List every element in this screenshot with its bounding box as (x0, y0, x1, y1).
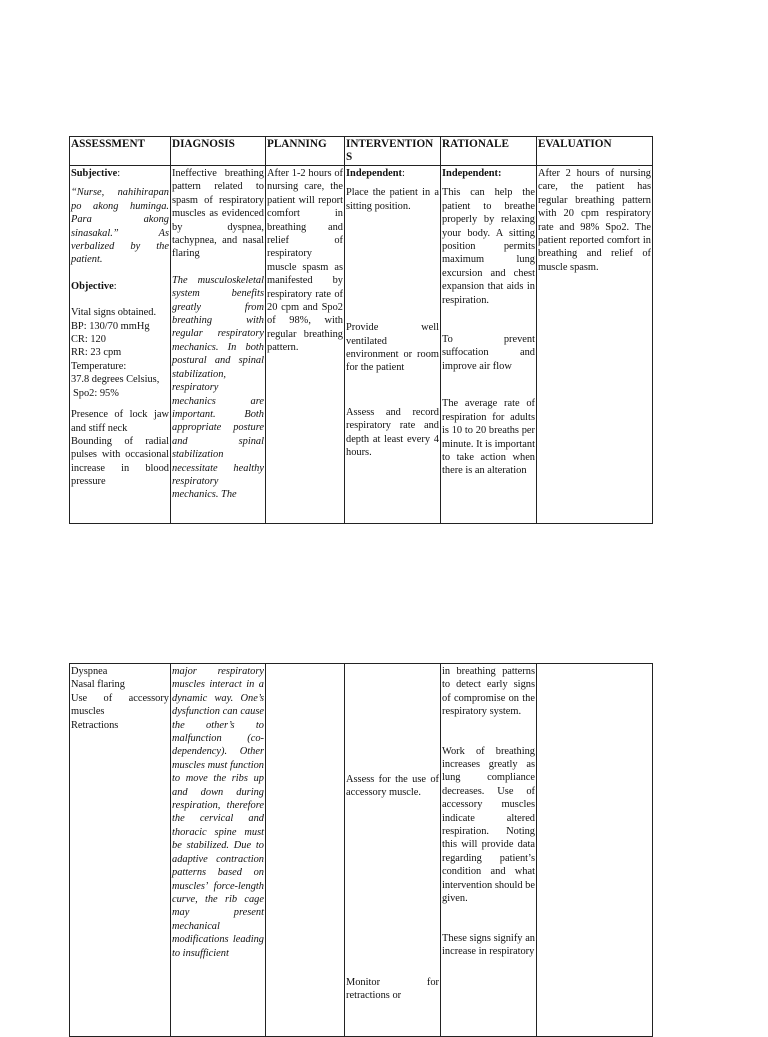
finding-lockjaw: Presence of lock jaw and stiff neck (71, 409, 169, 434)
vital-temperature-label: Temperature: (71, 360, 127, 372)
header-planning: PLANNING (266, 137, 345, 166)
table-row (70, 166, 653, 524)
rationale-heading: Independent: (442, 168, 502, 179)
intervention-item: Place the patient in a sitting position. (346, 187, 439, 212)
vital-spo2: Spo2: 95% (73, 387, 119, 399)
header-assessment: ASSESSMENT (70, 137, 171, 166)
assessment-finding: Retractions (71, 719, 119, 731)
care-plan-table-page1 (69, 136, 653, 524)
header-rationale: RATIONALE (441, 137, 537, 166)
diagnosis-rationale-continued: major respiratory muscles interact in a dynamic way. One’s dysfunction can cause the other’s to malfunction (co-dependency). Other muscles must function to move the ribs up and down during respiration, therefore the cervical and thoracic spine must be stabilized. Due to adaptive contraction patterns based on muscles’ force-length curve, the rib cage may present mechanical modifications leading to insufficient (172, 666, 264, 959)
diagnosis-cell (171, 166, 266, 524)
finding-pulses: Bounding of radial pulses with occasional increase in blood pressure (71, 435, 169, 488)
rationale-cell (441, 664, 537, 1037)
assessment-cell (70, 166, 171, 524)
header-interventions: INTERVENTIONS (345, 137, 441, 166)
vital-temperature-value: 37.8 degrees Celsius, (71, 374, 160, 386)
care-plan-table-page2 (69, 663, 653, 1037)
rationale-item: To prevent suffocation and improve air flow (442, 334, 535, 372)
intervention-item: Assess for the use of accessory muscle. (346, 774, 439, 799)
assessment-finding: Dyspnea (71, 666, 108, 677)
evaluation-text: After 2 hours of nursing care, the patient has regular breathing pattern with 20 cpm respiratory rate and 98% Spo2. The patient reported comfort in breathing and relief of muscle spasm. (538, 168, 651, 273)
rationale-item: This can help the patient to breathe properly by relaxing your body. A sitting position permits maximum lung excursion and chest expansion that aids in respiration. (442, 187, 535, 306)
rationale-item: in breathing patterns to detect early signs of compromise on the respiratory system. (442, 666, 535, 718)
patient-quote: “Nurse, nahihirapan po akong huminga. Para akong sinasakal.” As verbalized by the patient. (71, 187, 169, 266)
rationale-cell (441, 166, 537, 524)
planning-cell (266, 664, 345, 1037)
rationale-item: Work of breathing increases greatly as lung compliance decreases. Use of accessory muscles indicate altered respiration. Noting this will provide data regarding patient’s condition and what intervention should be given. (442, 745, 535, 905)
planning-goal: After 1-2 hours of nursing care, the patient will report comfort in breathing and relief of respiratory muscle spasm as manifested by respiratory rate of 20 cpm and Spo2 of 98%, with regular breathing pattern. (267, 168, 343, 354)
intervention-item: Monitor for retractions or (346, 976, 439, 1002)
diagnosis-rationale: The musculoskeletal system benefits greatly from breathing with regular respiratory mechanics. In both postural and spinal stabilization, respiratory mechanics are important. Both appropriate posture and spinal stabilization necessitate healthy respiratory mechanics. The (172, 274, 264, 501)
intervention-item: Assess and record respiratory rate and depth at least every 4 hours. (346, 406, 439, 459)
intervention-item: Provide well ventilated environment or room for the patient (346, 322, 439, 374)
rationale-item: The average rate of respiration for adults is 10 to 20 breaths per minute. It is important to take action when there is an alteration (442, 398, 535, 477)
rationale-item: These signs signify an increase in respiratory (442, 932, 535, 957)
interventions-heading: Independent: (346, 168, 405, 179)
diagnosis-statement: Ineffective breathing pattern related to spasm of respiratory muscles as evidenced by dyspnea, tachypnea, and nasal flaring (172, 168, 264, 260)
diagnosis-cell (171, 664, 266, 1037)
vital-bp: BP: 130/70 mmHg (71, 320, 150, 332)
assessment-finding: Use of accessory muscles (71, 692, 169, 718)
table-row (70, 664, 653, 1037)
evaluation-cell (537, 664, 653, 1037)
header-diagnosis: DIAGNOSIS (171, 137, 266, 166)
table-header-row (70, 137, 653, 166)
interventions-cell (345, 166, 441, 524)
assessment-cell (70, 664, 171, 1037)
subjective-heading: Subjective: (71, 168, 121, 179)
vital-signs-intro: Vital signs obtained. (71, 307, 157, 319)
interventions-cell (345, 664, 441, 1037)
evaluation-cell (537, 166, 653, 524)
objective-heading: Objective: (71, 280, 117, 292)
assessment-finding: Nasal flaring (71, 679, 125, 691)
planning-cell (266, 166, 345, 524)
vital-rr: RR: 23 cpm (71, 347, 122, 359)
header-evaluation: EVALUATION (537, 137, 653, 166)
vital-cr: CR: 120 (71, 334, 106, 346)
